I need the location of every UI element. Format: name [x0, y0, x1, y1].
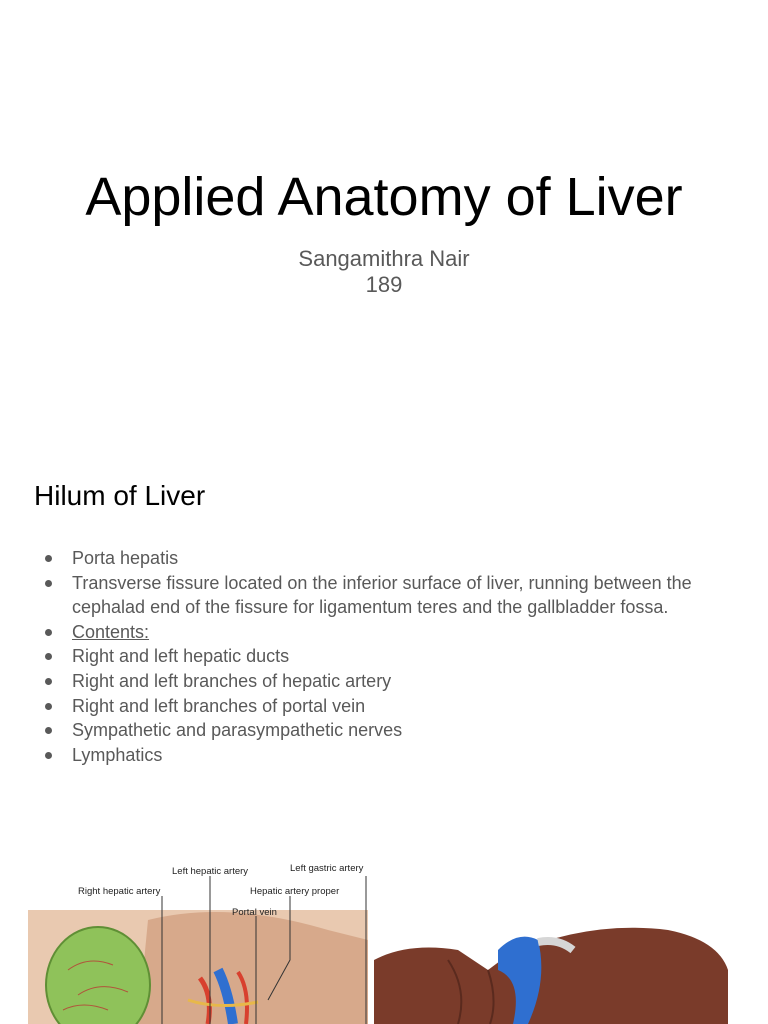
label-left-gastric-artery: Left gastric artery	[290, 863, 364, 874]
list-item: Sympathetic and parasympathetic nerves	[34, 718, 750, 743]
bullet-icon	[45, 580, 52, 587]
label-left-hepatic-artery: Left hepatic artery	[172, 866, 249, 877]
label-portal-vein: Portal vein	[232, 907, 277, 918]
bullet-icon	[45, 629, 52, 636]
list-item: Lymphatics	[34, 743, 750, 768]
author-block	[0, 246, 768, 298]
list-item	[34, 620, 750, 645]
presentation-title: Applied Anatomy of Liver	[85, 167, 683, 227]
list-item: Right and left hepatic ducts	[34, 644, 750, 669]
contents-heading: Contents:	[72, 621, 150, 642]
anatomy-drawing	[28, 860, 728, 1024]
roll-number: 189	[365, 272, 403, 297]
slide-title: Hilum of Liver	[34, 480, 206, 511]
liver-hilum-illustration	[28, 860, 728, 1024]
list-item: Right and left branches of portal vein	[34, 694, 750, 719]
title-slide	[0, 0, 768, 432]
bullet-icon	[45, 727, 52, 734]
label-right-hepatic-artery: Right hepatic artery	[78, 886, 161, 897]
list-item: Right and left branches of hepatic artery	[34, 669, 750, 694]
list-item: Transverse fissure located on the inferior surface of liver, running between the cephalad end of the fissure for ligamentum teres and the gallbladder fossa.	[34, 571, 750, 620]
bullet-icon	[45, 703, 52, 710]
bullet-icon	[45, 555, 52, 562]
bullet-list	[34, 546, 750, 767]
label-hepatic-artery-proper: Hepatic artery proper	[250, 886, 340, 897]
list-item: Porta hepatis	[34, 546, 750, 571]
hilum-slide	[0, 432, 768, 1024]
bullet-icon	[45, 752, 52, 759]
bullet-icon	[45, 653, 52, 660]
bullet-icon	[45, 678, 52, 685]
author-name: Sangamithra Nair	[298, 246, 470, 271]
